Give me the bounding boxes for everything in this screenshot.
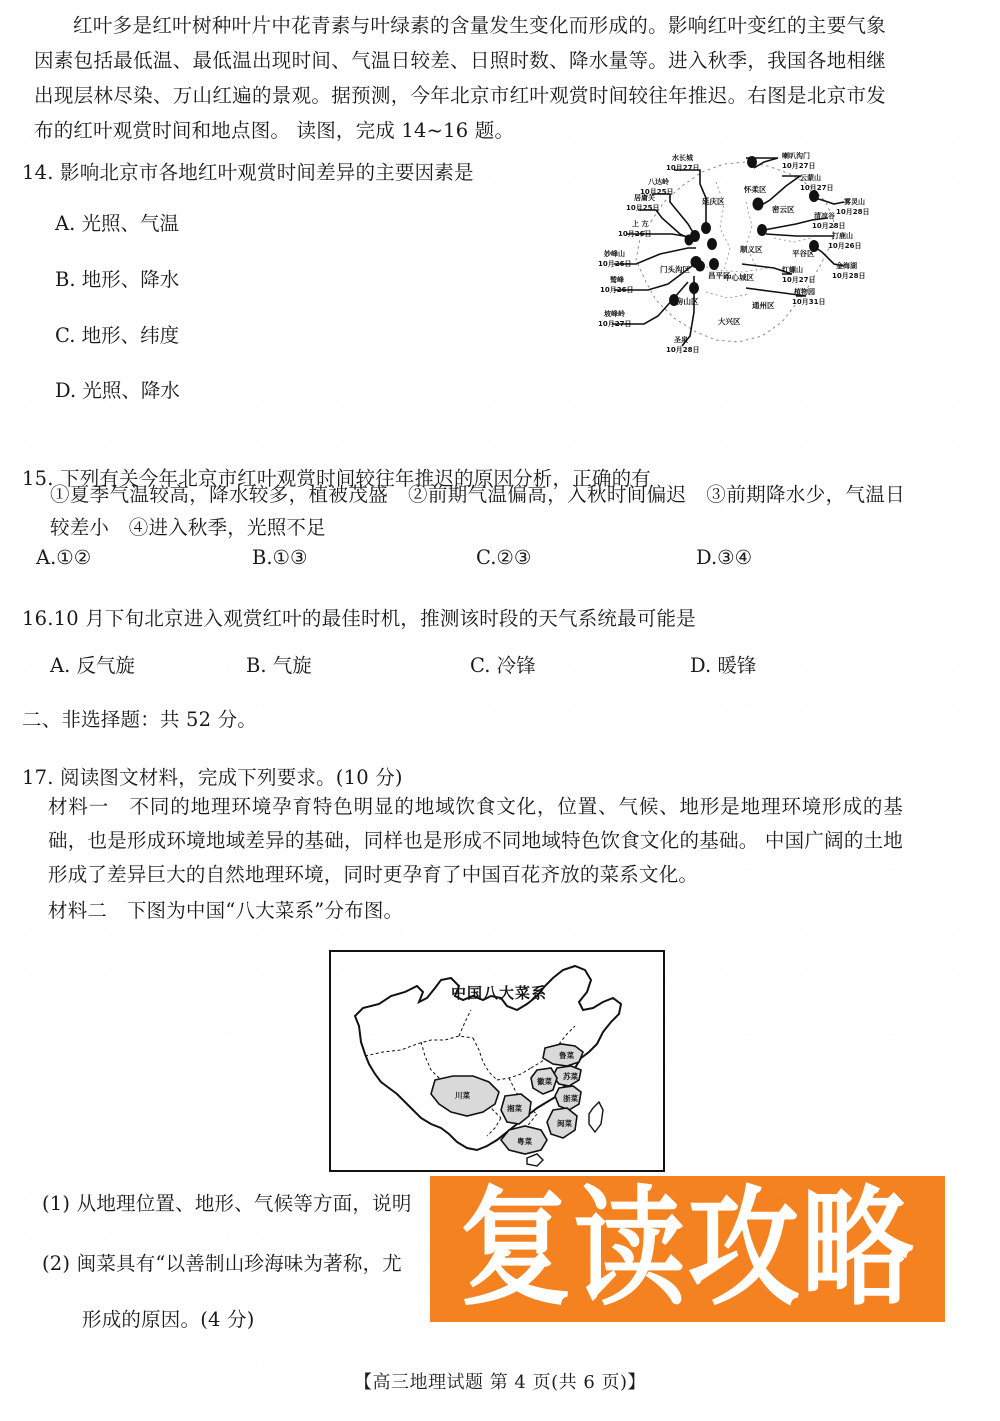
svg-text:10月26日: 10月26日	[600, 286, 634, 294]
svg-text:10月25日: 10月25日	[640, 188, 674, 196]
question-16-option-b[interactable]: B. 气旋	[246, 654, 312, 677]
svg-text:徽菜: 徽菜	[537, 1077, 552, 1086]
svg-text:喇叭沟门: 喇叭沟门	[782, 152, 810, 160]
svg-text:湘菜: 湘菜	[507, 1104, 522, 1113]
svg-text:中心城区: 中心城区	[724, 273, 754, 282]
svg-text:苏菜: 苏菜	[563, 1072, 578, 1081]
svg-text:10月27日: 10月27日	[782, 276, 816, 284]
question-17-material-1	[48, 790, 903, 892]
svg-text:居庸关: 居庸关	[634, 194, 655, 202]
question-15-option-b[interactable]: B.①③	[252, 546, 308, 569]
watermark-text: 复读攻略	[459, 1176, 916, 1322]
figure-china-eight-cuisines-map	[329, 950, 665, 1172]
question-17-sub-2: (2) 闽菜具有“以善制山珍海味为著称，尤	[42, 1252, 402, 1275]
material-1-text: 不同的地理环境孕育特色明显的地域饮食文化，位置、气候、地形是地理环境形成的基础，也是形成环境地域差异的基础，同样也是形成不同地域特色饮食文化的基础。 中国广阔的土地形成了差异巨大的自然地理环境，同时更孕育了中国百花齐放的菜系文化。	[48, 795, 903, 886]
question-16-option-a[interactable]: A. 反气旋	[50, 654, 135, 677]
svg-text:水长城: 水长城	[672, 154, 693, 162]
question-14-option-d[interactable]: D. 光照、降水	[55, 379, 180, 402]
question-15-option-c[interactable]: C.②③	[476, 546, 532, 569]
svg-text:金海湖: 金海湖	[836, 262, 857, 270]
svg-text:植物园: 植物园	[794, 288, 815, 296]
question-14-stem: 14. 影响北京市各地红叶观赏时间差异的主要因素是	[22, 161, 474, 184]
question-17-stem: 17. 阅读图文材料，完成下列要求。(10 分)	[22, 766, 403, 789]
svg-text:10月27日: 10月27日	[598, 320, 632, 328]
svg-text:妙峰山: 妙峰山	[604, 250, 625, 258]
question-17-material-2	[48, 893, 908, 928]
svg-text:10月28日: 10月28日	[666, 346, 700, 354]
question-16-option-d[interactable]: D. 暖锋	[690, 654, 757, 677]
question-14-option-a[interactable]: A. 光照、气温	[55, 212, 179, 235]
question-14-option-c[interactable]: C. 地形、纬度	[55, 324, 180, 347]
svg-text:10月27日: 10月27日	[782, 162, 816, 170]
svg-text:延庆区: 延庆区	[702, 197, 725, 206]
svg-text:浙菜: 浙菜	[563, 1094, 578, 1103]
svg-text:坡峰岭: 坡峰岭	[604, 310, 625, 318]
section-2-heading: 二、非选择题：共 52 分。	[22, 708, 258, 731]
material-2-label: 材料二	[48, 899, 108, 922]
svg-text:10月27日: 10月27日	[800, 184, 834, 192]
svg-text:鲁菜: 鲁菜	[559, 1051, 574, 1060]
svg-text:密云区: 密云区	[772, 205, 795, 214]
passage-intro: 红叶多是红叶树种叶片中花青素与叶绿素的含量发生变化而形成的。影响红叶变红的主要气象因素包括最低温、最低温出现时间、气温日较差、日照时数、降水量等。进入秋季，我国各地相继出现层林尽染、万山红遍的景观。据预测，今年北京市红叶观赏时间较往年推迟。右图是北京市发布的红叶观赏时间和地点图。 读图，完成 14~16 题。	[34, 14, 886, 142]
page-footer: 【高三地理试题 第 4 页(共 6 页)】	[353, 1372, 647, 1393]
svg-text:10月26日: 10月26日	[618, 230, 652, 238]
svg-text:10月27日: 10月27日	[666, 164, 700, 172]
question-16-stem: 16.10 月下旬北京进入观赏红叶的最佳时机，推测该时段的天气系统最可能是	[22, 607, 696, 630]
question-15-statements: ①夏季气温较高，降水较多，植被茂盛 ②前期气温偏高，入秋时间偏迟 ③前期降水少，气温日较差小 ④进入秋季，光照不足	[50, 483, 905, 539]
svg-text:门头沟区: 门头沟区	[660, 265, 690, 274]
svg-text:打鹿山: 打鹿山	[832, 232, 853, 240]
question-14-option-b[interactable]: B. 地形、降水	[55, 268, 180, 291]
material-2-text: 下图为中国“八大菜系”分布图。	[126, 899, 404, 922]
svg-text:10月28日: 10月28日	[832, 272, 866, 280]
material-1-label: 材料一	[48, 795, 110, 818]
svg-text:昌平区: 昌平区	[708, 271, 731, 280]
svg-text:闽菜: 闽菜	[557, 1119, 572, 1128]
svg-text:八达岭: 八达岭	[648, 178, 669, 186]
question-16-option-c[interactable]: C. 冷锋	[470, 654, 536, 677]
svg-text:清凉谷: 清凉谷	[814, 212, 835, 220]
svg-text:10月26日: 10月26日	[598, 260, 632, 268]
svg-text:红螺山: 红螺山	[782, 266, 803, 274]
svg-text:雾灵山: 雾灵山	[844, 198, 865, 206]
svg-text:顺义区: 顺义区	[740, 245, 763, 254]
question-15-option-a[interactable]: A.①②	[36, 546, 92, 569]
question-15-stem: 15. 下列有关今年北京市红叶观赏时间较往年推迟的原因分析，正确的有	[22, 467, 652, 490]
svg-text:怀柔区: 怀柔区	[744, 185, 767, 194]
figure-beijing-red-leaf-map	[596, 142, 888, 360]
china-map-title: 中国八大菜系	[451, 984, 548, 1002]
svg-text:圣泉: 圣泉	[674, 336, 688, 344]
svg-text:上 方: 上 方	[632, 220, 649, 228]
svg-text:10月28日: 10月28日	[836, 208, 870, 216]
question-15-option-d[interactable]: D.③④	[696, 546, 753, 569]
svg-text:平谷区: 平谷区	[792, 249, 815, 258]
svg-text:10月25日: 10月25日	[626, 204, 660, 212]
svg-text:房山区: 房山区	[676, 297, 699, 306]
watermark-overlay	[430, 1176, 945, 1322]
svg-text:川菜: 川菜	[455, 1091, 470, 1100]
svg-text:粤菜: 粤菜	[517, 1137, 532, 1146]
svg-text:鹫峰: 鹫峰	[610, 276, 624, 284]
svg-text:云蒙山: 云蒙山	[800, 174, 821, 182]
question-17-sub-2-continued: 形成的原因。(4 分)	[82, 1308, 255, 1331]
question-17-sub-1: (1) 从地理位置、地形、气候等方面，说明	[42, 1192, 412, 1215]
svg-text:10月26日: 10月26日	[828, 242, 862, 250]
svg-text:10月28日: 10月28日	[812, 222, 846, 230]
svg-text:通州区: 通州区	[752, 301, 775, 310]
svg-text:大兴区: 大兴区	[718, 317, 741, 326]
svg-text:10月31日: 10月31日	[792, 298, 826, 306]
